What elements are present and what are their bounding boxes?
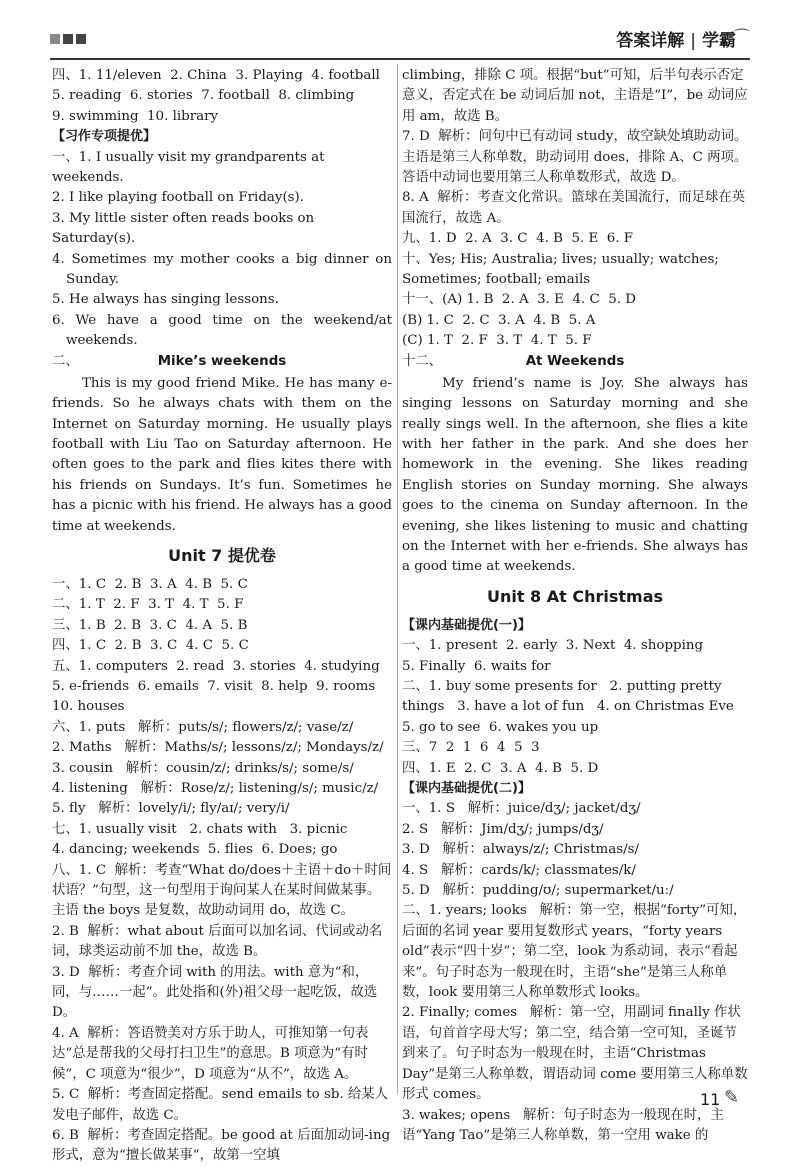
answer-line: 5. C 解析：考查固定搭配。send emails to sb. 给某人发电子邮件，故选 C。 [52, 1087, 389, 1123]
answer-line: 四、1. E 2. C 3. A 4. B 5. D [402, 760, 599, 776]
answer-line: 五、1. computers 2. read 3. stories 4. studying [52, 658, 380, 674]
answer-line: 3. D 解析：always/z/; Christmas/s/ [402, 842, 639, 858]
answer-line: 2. Maths 解析：Maths/s/; lessons/z/; Mondays/z/ [52, 740, 384, 756]
answer-line: 4. A 解析：答语赞美对方乐于助人，可推知第一句表达“总是帮我的父母打扫卫生”的意思。B 项意为“有时候”，C 项意为“很少”，D 项意为“从不”，故选 A。 [52, 1025, 369, 1082]
unit8-title: Unit 8 At Christmas [486, 586, 664, 606]
unit7-title: Unit 7 提优卷 [168, 545, 276, 565]
answer-line: 9. swimming 10. library [52, 108, 219, 124]
answer-line: Sunday. [66, 272, 120, 288]
weekends-essay-heading [402, 352, 748, 374]
page-number: 11 [700, 1090, 721, 1109]
answer-line: 4. S 解析：cards/k/; classmates/k/ [402, 862, 636, 878]
answer-line: 【习作专项提优】 [52, 129, 157, 145]
column-divider [397, 64, 398, 1094]
answer-line: 八、1. C 解析：考查“What do/does＋主语＋do＋时间状语？”句型，这一句型用于询问某人在某时间做某事。主语 the boys 是复数，故助动词用 do，故选 C。 [52, 862, 392, 919]
mike-essay-text: This is my good friend Mike. He has many e-friends. So he always chats with them on the Internet on Saturday morning. He usually plays football with Liu Tao on Saturday afternoon. He often goes to the park and flies kites there with his friends on Sundays. It’s fun. Sometimes he has a picnic with his friend. He always has a good time at weekends. [52, 375, 392, 534]
header-squares [50, 34, 86, 44]
answer-line: 5. Finally 6. waits for [402, 658, 551, 674]
mike-essay-title: Mike’s weekends [157, 353, 287, 369]
brand-xueba: 学霸 [702, 31, 736, 51]
answer-line: 十一、(A) 1. B 2. A 3. E 4. C 5. D [402, 292, 637, 308]
answer-line: 二、1. buy some presents for 2. putting pretty [402, 678, 722, 694]
page-header [50, 22, 750, 52]
answer-line: 【课内基础提优(二)】 [402, 781, 531, 796]
answer-line: 一、1. I usually visit my grandparents at weekends. [52, 149, 329, 186]
right-column [402, 66, 748, 1146]
answer-line: 6. We have a good time on the weekend/at [52, 312, 392, 328]
brand-separator: | [690, 31, 696, 51]
answer-line: 4. listening 解析：Rose/z/; listening/s/; music/z/ [52, 781, 379, 796]
answer-line: 5. He always has singing lessons. [52, 292, 279, 308]
answer-line: 一、1. S 解析：juice/dʒ/; jacket/dʒ/ [402, 801, 641, 817]
answer-line: 一、1. C 2. B 3. A 4. B 5. C [52, 576, 248, 592]
answer-line: 2. S 解析：Jim/dʒ/; jumps/dʒ/ [402, 821, 604, 837]
answer-line: 七、1. usually visit 2. chats with 3. picnic [52, 821, 348, 837]
weekends-essay-text: My friend’s name is Joy. She always has singing lessons on Saturday morning and she really sings well. In the afternoon, she flies a kite with her father in the park. And she does her homework in the evening. She likes reading English stories on Sunday morning. She always goes to the cinema on Sunday afternoon. In the evening, she likes listening to music and chatting on the Internet with her e-friends. She always has a good time at weekends. [402, 375, 748, 575]
weekends-essay-label: 十二、 [402, 353, 443, 369]
answer-line: 十、Yes; His; Australia; lives; usually; watches; [402, 251, 719, 267]
answer-line: 3. My little sister often reads books on Saturday(s). [52, 210, 319, 247]
answer-line: 5. fly 解析：lovely/i/; fly/aɪ/; very/i/ [52, 801, 290, 817]
answer-line: climbing，排除 C 项。根据“but”可知，后半句表示否定意义，否定式在 be 动词后加 not，主语是“I”，be 动词应用 am，故选 B。 [402, 68, 748, 124]
left-answers [52, 66, 392, 352]
answer-line: 三、7 2 1 6 4 5 3 [402, 740, 540, 756]
answer-line: 5. go to see 6. wakes you up [402, 719, 599, 735]
answer-line: 三、1. B 2. B 3. C 4. A 5. B [52, 617, 248, 633]
answer-line: 5. D 解析：pudding/ʊ/; supermarket/uː/ [402, 883, 674, 899]
answer-line: 8. A 解析：考查文化常识。篮球在美国流行，而足球在英国流行，故选 A。 [402, 190, 746, 226]
answer-line: 2. Finally; comes 解析：第一空，用副词 finally 作状语，句首首字母大写；第二空，结合第一空可知，圣诞节到来了。句子时态为一般现在时，主语“Christmas Day”是第三人称单数，谓语动词 come 要用第三人称单数形式 comes。 [402, 1005, 748, 1103]
answer-line: 2. I like playing football on Friday(s). [52, 190, 305, 206]
answer-line: 4. Sometimes my mother cooks a big dinner on [52, 251, 392, 267]
answer-line: 3. wakes; opens 解析：句子时态为一般现在时，主语“Yang Tao”是第三人称单数，第一空用 wake 的 [402, 1107, 724, 1143]
answer-line: weekends. [66, 333, 138, 349]
right-answers [402, 66, 748, 352]
brand-answers: 答案详解 [616, 31, 685, 51]
header-rule [50, 58, 750, 60]
answer-line: 六、1. puts 解析：puts/s/; flowers/z/; vase/z/ [52, 719, 354, 735]
answer-line: 九、1. D 2. A 3. C 4. B 5. E 6. F [402, 231, 634, 247]
answer-line: 【课内基础提优(一)】 [402, 617, 531, 633]
pencil-icon: ✎ [724, 1087, 740, 1108]
answer-line: 6. B 解析：考查固定搭配。be good at 后面加动词-ing形式，意为“擅长做某事”，故第一空填 [52, 1127, 391, 1164]
weekends-essay-title: At Weekends [525, 353, 625, 369]
answer-line: 7. D 解析：问句中已有动词 study，故空缺处填助动词。主语是第三人称单数，助动词用 does，排除 A、C 两项。答语中动词也要用第三人称单数形式，故选 D。 [402, 129, 748, 186]
unit7-answers [52, 575, 392, 1167]
answer-line: 2. B 解析：what about 后面可以加名词、代词或动名词，球类运动前不加 the，故选 B。 [52, 923, 383, 960]
answer-line: 二、1. years; looks 解析：第一空，根据“forty”可知，后面的名词 year 要用复数形式 years，“forty years old”表示“四十岁”；第二空，look 为系动词，表示“看起来”。句子时态为一般现在时，主语“she”是第三人称单数，look 要用第三人称单数形式 looks。 [402, 903, 747, 1001]
mike-essay-label: 二、 [52, 353, 79, 369]
answer-line: 3. cousin 解析：cousin/z/; drinks/s/; some/s/ [52, 760, 354, 776]
left-column [52, 66, 392, 1167]
answer-line: Sometimes; football; emails [402, 272, 591, 288]
answer-line: 二、1. T 2. F 3. T 4. T 5. F [52, 597, 244, 613]
header-brand [616, 26, 736, 51]
mike-essay-heading [52, 352, 392, 374]
answer-line: things 3. have a lot of fun 4. on Christmas Eve [402, 699, 734, 715]
answer-line: 四、1. C 2. B 3. C 4. C 5. C [52, 638, 249, 654]
answer-line: 10. houses [52, 699, 125, 715]
answer-line: 4. dancing; weekends 5. flies 6. Does; go [52, 842, 338, 858]
answer-line: 四、1. 11/eleven 2. China 3. Playing 4. football [52, 68, 380, 83]
leaf-icon: ⌒ [733, 27, 750, 46]
answer-line: 5. reading 6. stories 7. football 8. climbing [52, 88, 355, 104]
answer-line: 一、1. present 2. early 3. Next 4. shopping [402, 638, 704, 654]
unit8-answers [402, 616, 748, 1147]
answer-line: 5. e-friends 6. emails 7. visit 8. help 9. rooms [52, 678, 376, 694]
answer-line: 3. D 解析：考查介词 with 的用法。with 意为“和，同，与……一起”。此处指和(外)祖父母一起吃饭，故选 D。 [52, 964, 382, 1021]
answer-line: (C) 1. T 2. F 3. T 4. T 5. F [402, 333, 592, 349]
answer-line: (B) 1. C 2. C 3. A 4. B 5. A [402, 312, 596, 328]
